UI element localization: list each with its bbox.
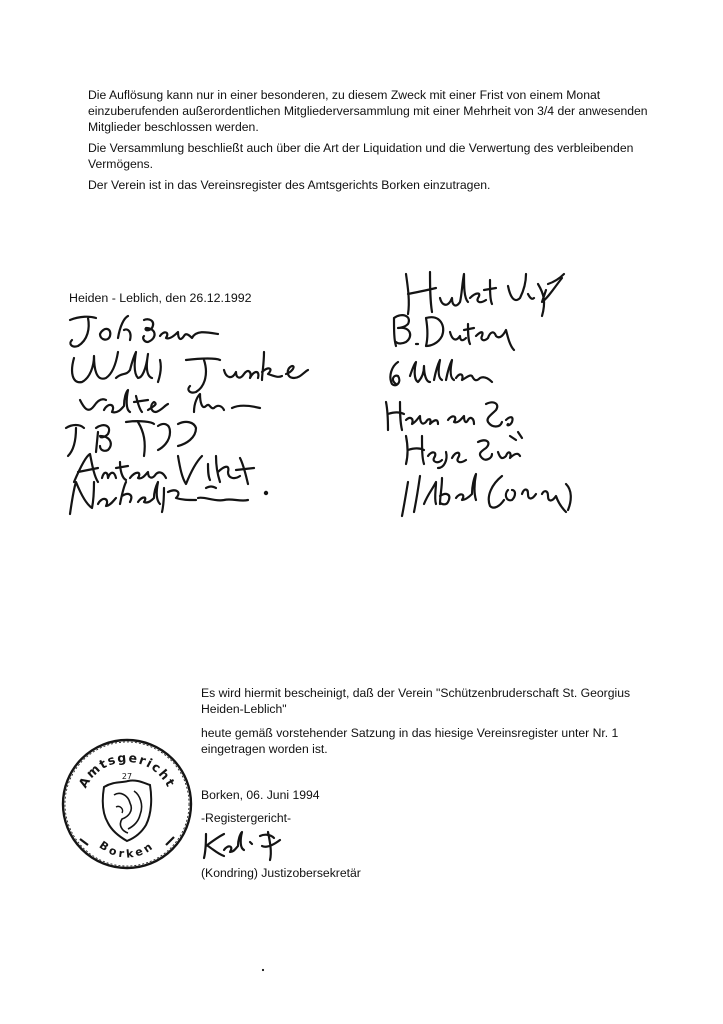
official-signature (200, 828, 290, 862)
svg-text:Amtsgericht (75, 750, 179, 791)
signature-right-6 (396, 466, 586, 522)
signature-left-1 (66, 312, 226, 352)
court-seal (58, 735, 196, 873)
seal-top-text: Amtsgericht (75, 749, 179, 791)
paragraph-dissolution: Die Auflösung kann nur in einer besonderen, zu diesem Zweck mit einer Frist von einem Monat einzuberufenden außerordentlichen Mitgliederversammlung mit einer Mehrheit von 3/4 der anwesenden Mitglieder beschlossen werden. (88, 88, 648, 134)
certification-statement: Es wird hiermit bescheinigt, daß der Verein "Schützenbruderschaft St. Georgius Heiden-Leblich" (201, 686, 631, 716)
seal-number: 27 (121, 772, 133, 781)
signature-right-2 (388, 308, 528, 354)
paragraph-registration: Der Verein ist in das Vereinsregister des Amtsgerichts Borken einzutragen. (88, 178, 491, 192)
certification-place-date: Borken, 06. Juni 1994 (201, 788, 320, 802)
signature-left-6-dot (262, 489, 270, 497)
official-name-title: (Kondring) Justizobersekretär (201, 866, 361, 880)
signature-right-5 (400, 430, 530, 470)
signature-left-6 (64, 478, 284, 518)
paragraph-liquidation: Die Versammlung beschließt auch über die Art der Liquidation und die Verwertung des verbleibenden Vermögens. (88, 141, 634, 171)
signature-right-3 (384, 356, 514, 392)
signing-place-date: Heiden - Leblich, den 26.12.1992 (69, 291, 252, 305)
signature-left-3 (76, 388, 276, 422)
seal-bottom-text: Borken (96, 838, 158, 861)
certification-registration: heute gemäß vorstehender Satzung in das hiesige Vereinsregister unter Nr. 1 eingetragen worden ist. (201, 726, 619, 756)
registry-court-label: -Registergericht- (201, 811, 292, 825)
